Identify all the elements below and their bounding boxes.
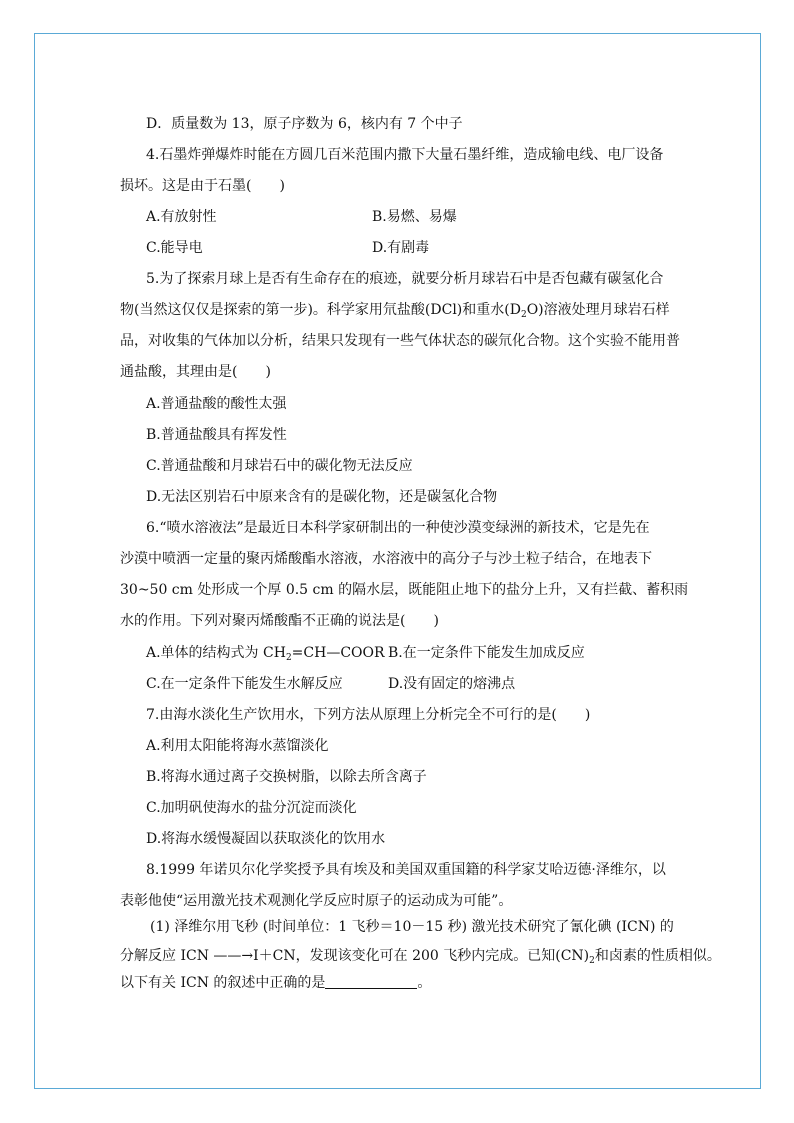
q6-option-c: C.在一定条件下能发生水解反应: [146, 676, 343, 692]
q4-option-c: C.能导电: [146, 240, 203, 256]
q8-stem-line2: 表彰他使“运用激光技术观测化学反应时原子的运动成为可能”。: [120, 893, 513, 909]
q6-stem-line4: 水的作用。下列对聚丙烯酸酯不正确的说法是( ): [120, 613, 439, 629]
q3-option-d: D．质量数为 13，原子序数为 6，核内有 7 个中子: [146, 116, 463, 132]
q6-stem-line3: 30~50 cm 处形成一个厚 0.5 cm 的隔水层，既能阻止地下的盐分上升，又有拦截、蓄积雨: [120, 582, 689, 598]
q5-option-d: D.无法区别岩石中原来含有的是碳化物，还是碳氢化合物: [146, 489, 498, 505]
q8-sub1-line1: (1) 泽维尔用飞秒 (时间单位：1 飞秒＝10－15 秒) 激光技术研究了氰化碘 (ICN) 的: [150, 919, 674, 935]
q4-option-b: B.易燃、易爆: [372, 209, 457, 225]
q6-option-d: D.没有固定的熔沸点: [388, 676, 516, 692]
q4-option-a: A.有放射性: [146, 209, 217, 225]
q7-option-d: D.将海水缓慢凝固以获取淡化的饮用水: [146, 831, 386, 847]
q6-option-b: B.在一定条件下能发生加成反应: [388, 645, 585, 661]
q7-option-a: A.利用太阳能将海水蒸馏淡化: [146, 738, 329, 754]
q5-stem-line4: 通盐酸，其理由是( ): [120, 364, 271, 380]
q4-stem-line1: 4.石墨炸弹爆炸时能在方圆几百米范围内撒下大量石墨纤维，造成输电线、电厂设备: [146, 147, 664, 163]
q5-stem-line1: 5.为了探索月球上是否有生命存在的痕迹，就要分析月球岩石中是否包藏有碳氢化合: [146, 271, 664, 287]
q4-stem-line2: 损坏。这是由于石墨( ): [120, 178, 285, 194]
q5-stem-line2: 物(当然这仅仅是探索的第一步)。科学家用氘盐酸(DCl)和重水$(D_2O)$溶液处理月球岩石样: [120, 302, 670, 320]
q6-option-a: A.单体的结构式为 $CH_2=CH—COOR$: [146, 645, 385, 663]
q4-option-d: D.有剧毒: [372, 240, 430, 256]
q8-sub1-line3: 以下有关 ICN 的叙述中正确的是 。: [120, 975, 432, 991]
q5-option-a: A.普通盐酸的酸性太强: [146, 396, 287, 412]
q7-option-c: C.加明矾使海水的盐分沉淀而淡化: [146, 800, 357, 816]
q5-stem-line3: 品，对收集的气体加以分析，结果只发现有一些气体状态的碳氘化合物。这个实验不能用普: [120, 333, 680, 349]
q5-option-b: B.普通盐酸具有挥发性: [146, 427, 287, 443]
q8-stem-line1: 8.1999 年诺贝尔化学奖授予具有埃及和美国双重国籍的科学家艾哈迈德·泽维尔，以: [146, 862, 666, 878]
q6-stem-line1: 6.“喷水溶液法”是最近日本科学家研制出的一种使沙漠变绿洲的新技术，它是先在: [146, 520, 650, 536]
q7-stem: 7.由海水淡化生产饮用水，下列方法从原理上分析完全不可行的是( ): [146, 707, 591, 723]
answer-blank: [325, 974, 417, 989]
q8-sub1-line2: 分解反应 ICN ——→I＋CN，发现该变化可在 200 飞秒内完成。已知$(CN)_2$和卤素的性质相似。: [120, 948, 721, 966]
q5-option-c: C.普通盐酸和月球岩石中的碳化物无法反应: [146, 458, 413, 474]
q6-stem-line2: 沙漠中喷洒一定量的聚丙烯酸酯水溶液，水溶液中的高分子与沙土粒子结合，在地表下: [120, 551, 652, 567]
q7-option-b: B.将海水通过离子交换树脂，以除去所含离子: [146, 769, 427, 785]
